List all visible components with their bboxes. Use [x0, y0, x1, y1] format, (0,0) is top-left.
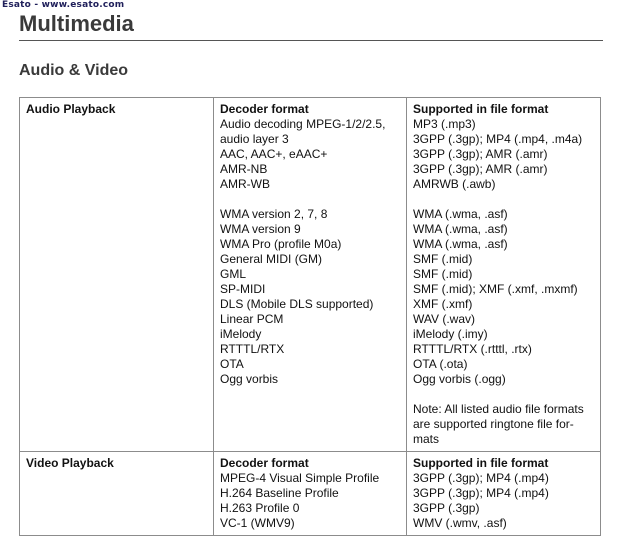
video-playback-label: Video Playback — [26, 456, 114, 470]
video-format-item: 3GPP (.3gp); MP4 (.mp4) — [413, 486, 549, 500]
audio-decoder-list — [220, 117, 401, 387]
audio-decoder-item: WMA Pro (profile M0a) — [220, 237, 342, 251]
blank-line — [413, 192, 595, 207]
audio-decoder-item: DLS (Mobile DLS supported) — [220, 297, 374, 311]
blank-line — [220, 192, 401, 207]
audio-format-item: mats — [413, 432, 440, 446]
video-decoder-item: H.264 Baseline Profile — [220, 486, 339, 500]
audio-format-item: 3GPP (.3gp); AMR (.amr) — [413, 147, 548, 161]
audio-decoder-item: WMA version 2, 7, 8 — [220, 207, 328, 221]
video-format-cell — [407, 452, 601, 536]
video-decoder-item: VC-1 (WMV9) — [220, 516, 295, 530]
video-decoder-list — [220, 471, 401, 531]
audio-format-item: WMA (.wma, .asf) — [413, 207, 508, 221]
audio-decoder-header: Decoder format — [220, 102, 309, 116]
audio-decoder-item: WMA version 9 — [220, 222, 301, 236]
audio-format-item: Note: All listed audio file formats — [413, 402, 584, 416]
video-format-list — [413, 471, 595, 531]
audio-format-item: 3GPP (.3gp); MP4 (.mp4, .m4a) — [413, 132, 583, 146]
audio-decoder-item: audio layer 3 — [220, 132, 289, 146]
audio-decoder-item: AMR-WB — [220, 177, 270, 191]
table-row-audio — [20, 98, 601, 452]
audio-decoder-item: Audio decoding MPEG-1/2/2.5, — [220, 117, 386, 131]
audio-format-item: iMelody (.imy) — [413, 327, 488, 341]
audio-label-cell — [20, 98, 214, 452]
audio-format-item: SMF (.mid); XMF (.xmf, .mxmf) — [413, 282, 578, 296]
video-decoder-cell — [214, 452, 407, 536]
audio-decoder-item: Linear PCM — [220, 312, 284, 326]
video-format-item: 3GPP (.3gp); MP4 (.mp4) — [413, 471, 549, 485]
audio-format-item: RTTTL/RTX (.rtttl, .rtx) — [413, 342, 532, 356]
section-title: Audio & Video — [19, 62, 129, 79]
audio-playback-label: Audio Playback — [26, 102, 116, 116]
video-decoder-header: Decoder format — [220, 456, 309, 470]
audio-decoder-item: AAC, AAC+, eAAC+ — [220, 147, 328, 161]
page-title: Multimedia — [19, 11, 134, 36]
audio-decoder-item: OTA — [220, 357, 244, 371]
video-label-cell — [20, 452, 214, 536]
watermark: Esato - www.esato.com — [0, 0, 128, 11]
audio-format-cell — [407, 98, 601, 452]
audio-format-item: WMA (.wma, .asf) — [413, 222, 508, 236]
audio-format-item: OTA (.ota) — [413, 357, 468, 371]
audio-format-item: XMF (.xmf) — [413, 297, 473, 311]
spec-table — [19, 97, 601, 536]
audio-format-item: WMA (.wma, .asf) — [413, 237, 508, 251]
audio-format-item: are supported ringtone file for- — [413, 417, 574, 431]
audio-format-item: AMRWB (.awb) — [413, 177, 496, 191]
audio-decoder-item: SP-MIDI — [220, 282, 266, 296]
audio-decoder-cell — [214, 98, 407, 452]
video-format-header: Supported in file format — [413, 456, 549, 470]
video-decoder-item: H.263 Profile 0 — [220, 501, 300, 515]
audio-format-item: MP3 (.mp3) — [413, 117, 476, 131]
audio-decoder-item: General MIDI (GM) — [220, 252, 323, 266]
video-format-item: 3GPP (.3gp) — [413, 501, 480, 515]
blank-line — [413, 387, 595, 402]
audio-format-item: 3GPP (.3gp); AMR (.amr) — [413, 162, 548, 176]
audio-decoder-item: GML — [220, 267, 247, 281]
title-divider — [19, 40, 603, 41]
audio-decoder-item: iMelody — [220, 327, 262, 341]
audio-decoder-item: AMR-NB — [220, 162, 268, 176]
table-row-video — [20, 452, 601, 536]
audio-format-header: Supported in file format — [413, 102, 549, 116]
audio-format-list — [413, 117, 595, 447]
audio-format-item: SMF (.mid) — [413, 267, 473, 281]
audio-decoder-item: RTTTL/RTX — [220, 342, 285, 356]
video-format-item: WMV (.wmv, .asf) — [413, 516, 507, 530]
audio-format-item: Ogg vorbis (.ogg) — [413, 372, 506, 386]
audio-format-item: SMF (.mid) — [413, 252, 473, 266]
audio-decoder-item: Ogg vorbis — [220, 372, 279, 386]
video-decoder-item: MPEG-4 Visual Simple Profile — [220, 471, 380, 485]
audio-format-item: WAV (.wav) — [413, 312, 475, 326]
